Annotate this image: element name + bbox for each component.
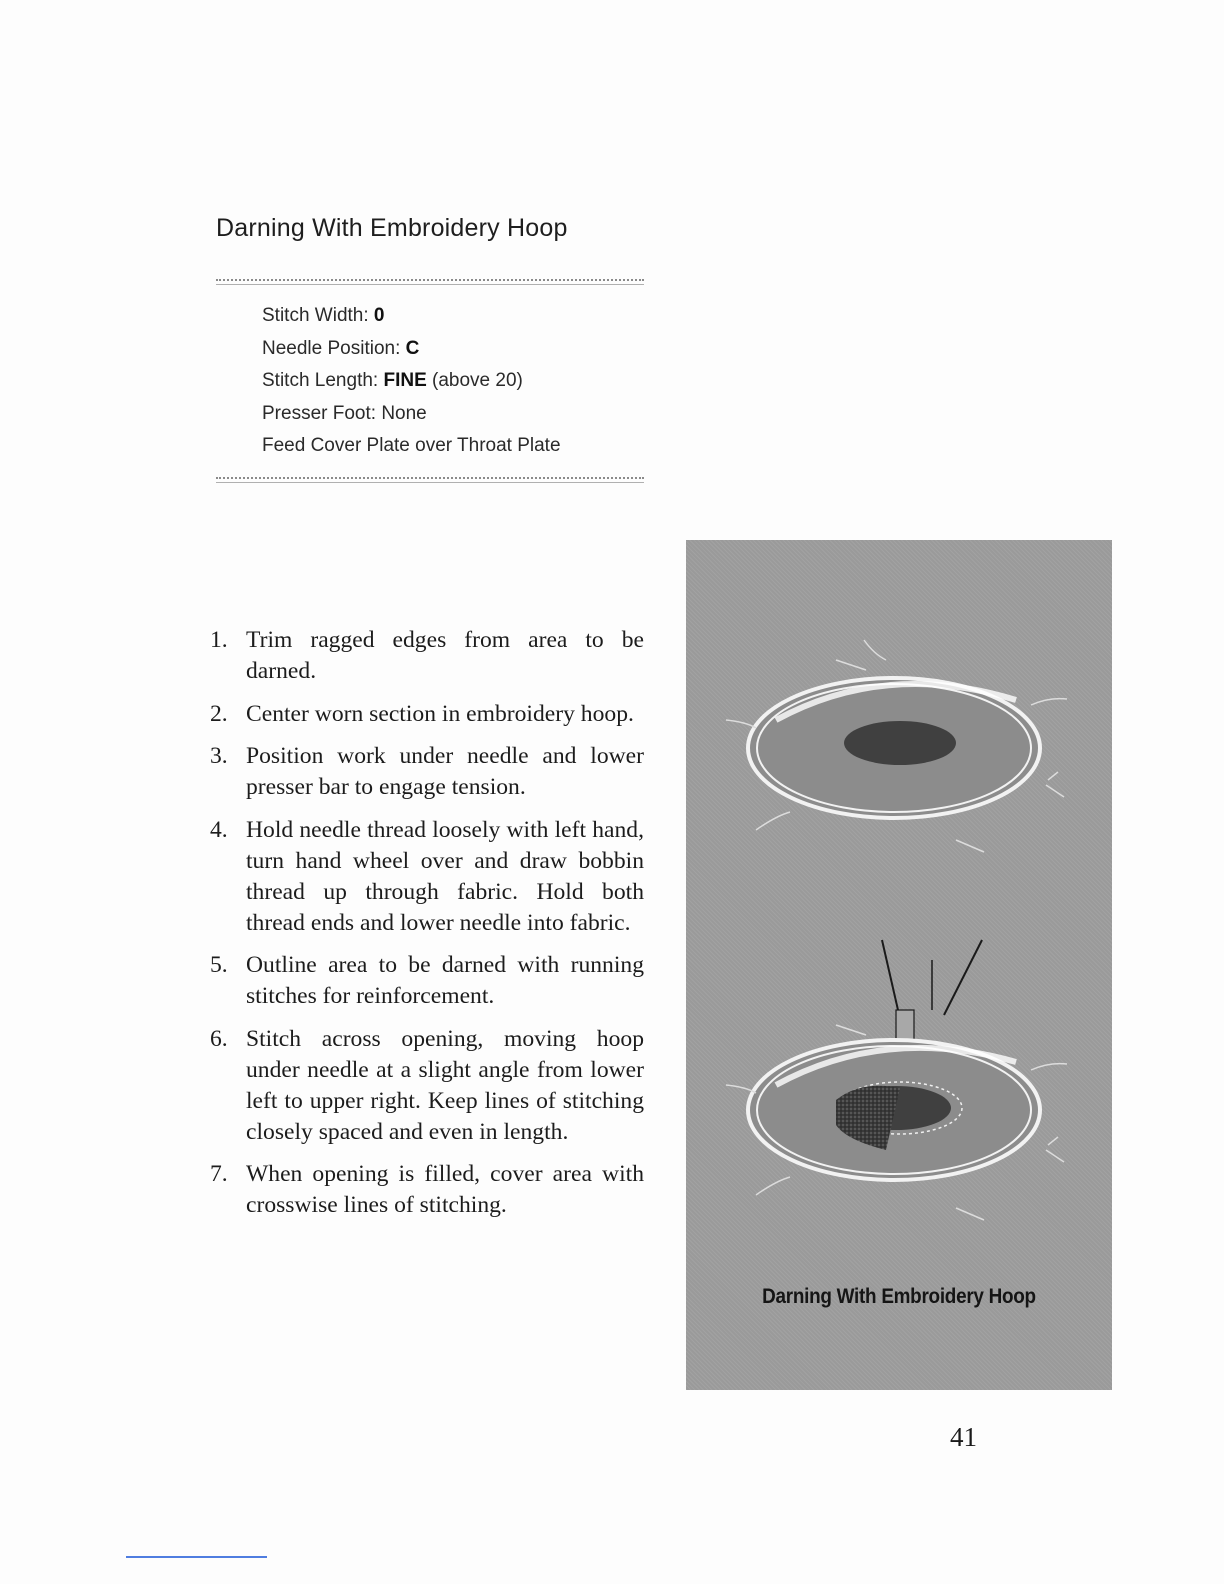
setting-label: Stitch Length: [262,370,384,392]
page-title: Darning With Embroidery Hoop [216,214,568,242]
step-text: Outline area to be darned with running stitches for reinforcement. [246,952,644,1009]
step-number: 6. [210,1025,228,1052]
step-item [206,950,644,1012]
step-number: 1. [210,627,228,653]
step-item [206,625,644,687]
bottom-divider [216,477,644,483]
step-item [206,1159,644,1221]
setting-label: Presser Foot: None [262,402,427,424]
step-number: 4. [210,816,228,843]
setting-presser-foot [262,400,561,433]
bottom-edge-line [126,1556,267,1558]
step-text: Stitch across opening, moving hoop under needle at a slight angle from lower left to upper right. Keep lines of stitching closely spaced and even in length. [246,1025,644,1145]
page-number: 41 [950,1422,977,1452]
setting-label: Needle Position: [262,337,406,359]
setting-label: Feed Cover Plate over Throat Plate [262,435,561,457]
setting-stitch-width [262,302,561,335]
lower-hoop [726,1025,1067,1220]
step-item [206,815,644,939]
setting-feed-cover [262,432,561,465]
setting-value: 0 [373,305,385,326]
step-text: Hold needle thread loosely with left hand, turn hand wheel over and draw bobbin thread up through fabric. Hold both thread ends and lower needle into fabric. [246,816,644,936]
step-text: Position work under needle and lower presser bar to engage tension. [246,743,644,800]
instruction-steps [206,625,644,1233]
machine-settings [262,302,561,465]
step-number: 7. [210,1161,228,1187]
setting-value: FINE [383,370,427,392]
step-number: 2. [210,700,228,727]
step-text: Center worn section in embroidery hoop. [246,700,634,727]
setting-needle-position [262,335,561,368]
figure-caption: Darning With Embroidery Hoop [762,1285,1036,1308]
step-text: When opening is filled, cover area with crosswise lines of stitching. [246,1161,644,1218]
setting-stitch-length [262,367,561,400]
step-text: Trim ragged edges from area to be darned. [246,627,644,684]
upper-hoop [726,640,1067,852]
setting-extra: (above 20) [426,370,523,392]
setting-value: C [405,337,420,359]
step-item [206,699,644,730]
step-number: 5. [210,952,228,978]
step-item [206,1024,644,1148]
step-number: 3. [210,743,228,769]
setting-label: Stitch Width: [262,305,374,326]
illustration-panel [686,540,1112,1390]
embroidery-hoop-darning-illustration [686,540,1112,1390]
step-item [206,741,644,803]
top-divider [216,279,644,285]
